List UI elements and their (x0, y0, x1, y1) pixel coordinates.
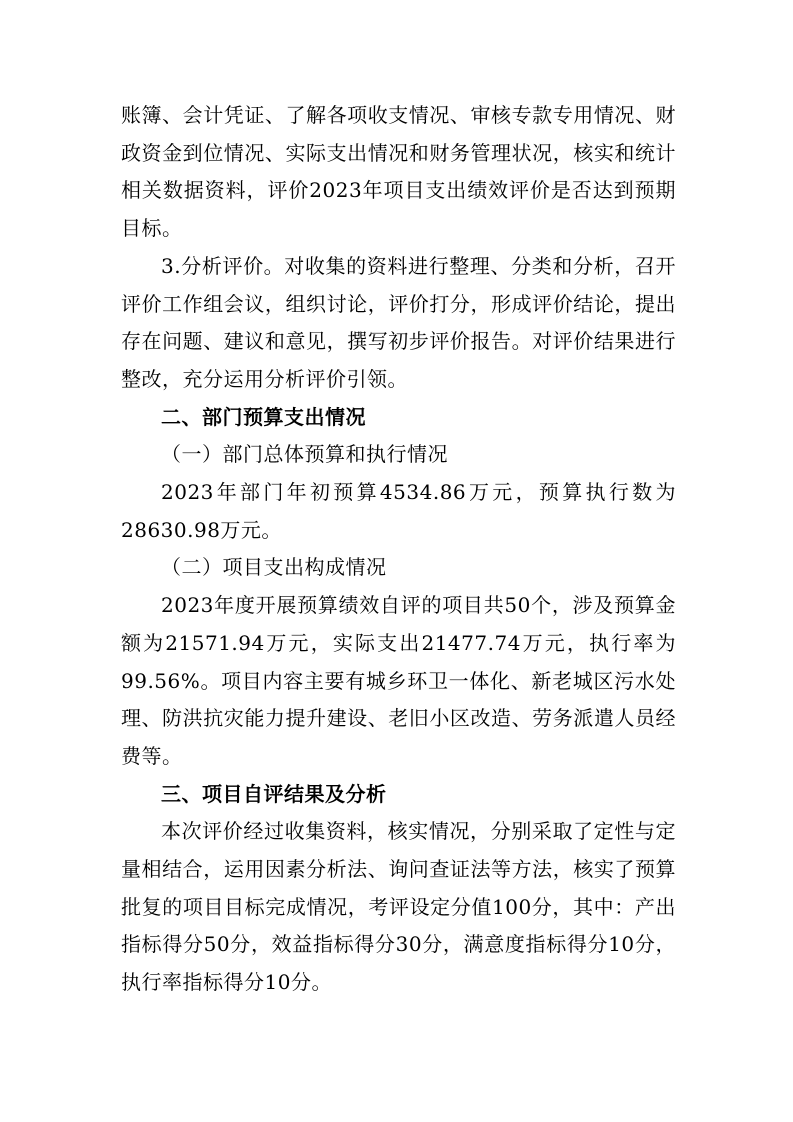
paragraph: 2023年度开展预算绩效自评的项目共50个，涉及预算金额为21571.94万元，实际支出21477.74万元，执行率为99.56%。项目内容主要有城乡环卫一体化、新老城区污水处理、防洪抗灾能力提升建设、老旧小区改造、劳务派遣人员经费等。 (121, 593, 676, 768)
subsection-heading: （一）部门总体预算和执行情况 (161, 442, 448, 467)
paragraph: 本次评价经过收集资料，核实情况，分别采取了定性与定量相结合，运用因素分析法、询问查证法等方法，核实了预算批复的项目目标完成情况，考评设定分值100分，其中：产出指标得分50分，效益指标得分30分，满意度指标得分10分，执行率指标得分10分。 (121, 819, 676, 995)
paragraph: 账簿、会计凭证、了解各项收支情况、审核专款专用情况、财政资金到位情况、实际支出情况和财务管理状况，核实和统计相关数据资料，评价2023年项目支出绩效评价是否达到预期目标。 (121, 103, 676, 241)
section-heading: 三、项目自评结果及分析 (161, 781, 387, 806)
paragraph: 2023年部门年初预算4534.86万元，预算执行数为28630.98万元。 (121, 480, 676, 542)
document-body (121, 97, 676, 1002)
paragraph: 3.分析评价。对收集的资料进行整理、分类和分析，召开评价工作组会议，组织讨论，评价打分，形成评价结论，提出存在问题、建议和意见，撰写初步评价报告。对评价结果进行整改，充分运用分析评价引领。 (121, 253, 676, 391)
subsection-heading: （二）项目支出构成情况 (161, 555, 387, 580)
section-heading: 二、部门预算支出情况 (161, 404, 366, 429)
